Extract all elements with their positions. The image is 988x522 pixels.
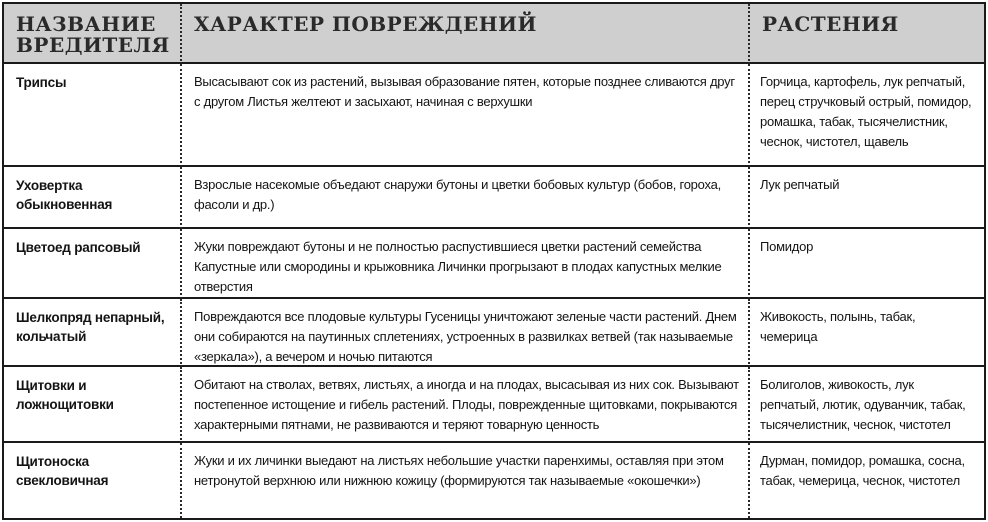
header-pest-name-line1: НАЗВАНИЕ — [16, 12, 156, 36]
pest-name-cell: Щитоноска свекловичная — [4, 443, 182, 518]
pest-name-cell: Цветоед рапсовый — [4, 229, 182, 299]
damage-cell: Обитают на стволах, ветвях, листьях, а иногда и на плодах, высасывая из них сок. Вызывают постепенное истощение и гибель растений. Плоды, поврежденные щитовками, покрываются характерными пятнами, не развиваются и теряют товарную ценность — [182, 367, 750, 443]
plants-cell: Живокость, полынь, табак, чемерица — [750, 299, 984, 367]
damage-cell: Жуки и их личинки выедают на листьях небольшие участки паренхимы, оставляя при этом нетронутой верхнюю или нижнюю кожицу (формируются так называемые «окошечки») — [182, 443, 750, 518]
plants-cell: Лук репчатый — [750, 167, 984, 229]
plants-cell: Дурман, помидор, ромашка, сосна, табак, чемерица, чеснок, чистотел — [760, 453, 965, 488]
damage-cell: Повреждаются все плодовые культуры Гусеницы уничтожают зеленые части растений. Днем они собираются на паутинных сплетениях, устроенных в развилках ветвей (так называемые «зеркала»), а вечером и ночью питаются — [182, 299, 750, 367]
damage-cell: Взрослые насекомые объедают снаружи бутоны и цветки бобовых культур (бобов, гороха, фасоли и др.) — [182, 167, 750, 229]
pests-table — [2, 2, 986, 520]
damage-cell: Высасывают сок из растений, вызывая образование пятен, которые позднее сливаются друг с другом Листья желтеют и засыхают, начиная с верхушки — [182, 64, 750, 167]
plants-cell: Помидор — [750, 229, 984, 299]
pest-name-cell: Шелкопряд непарный, кольчатый — [4, 299, 182, 367]
header-damage-label: ХАРАКТЕР ПОВРЕЖДЕНИЙ — [194, 12, 537, 36]
pest-name-cell: Щитовки и ложнощитовки — [4, 367, 182, 443]
header-plants — [750, 4, 984, 64]
header-pest-name-line2: ВРЕДИТЕЛЯ — [16, 33, 170, 57]
header-damage — [182, 4, 750, 64]
header-pest-name — [4, 4, 182, 64]
pest-name-cell: Уховертка обыкновенная — [4, 167, 182, 229]
damage-cell: Жуки повреждают бутоны и не полностью распустившиеся цветки растений семейства Капустные или смородины и крыжовника Личинки прогрызают в плодах капустных мелкие отверстия — [182, 229, 750, 299]
plants-cell: Болиголов, живокость, лук репчатый, лютик, одуванчик, табак, тысячелистник, чеснок, чистотел — [750, 367, 984, 443]
pest-name-cell: Трипсы — [4, 64, 182, 167]
header-plants-label: РАСТЕНИЯ — [762, 12, 899, 36]
plants-cell: Горчица, картофель, лук репчатый, перец стручковый острый, помидор, ромашка, табак, тысячелистник, чеснок, чистотел, щавель — [750, 64, 984, 167]
